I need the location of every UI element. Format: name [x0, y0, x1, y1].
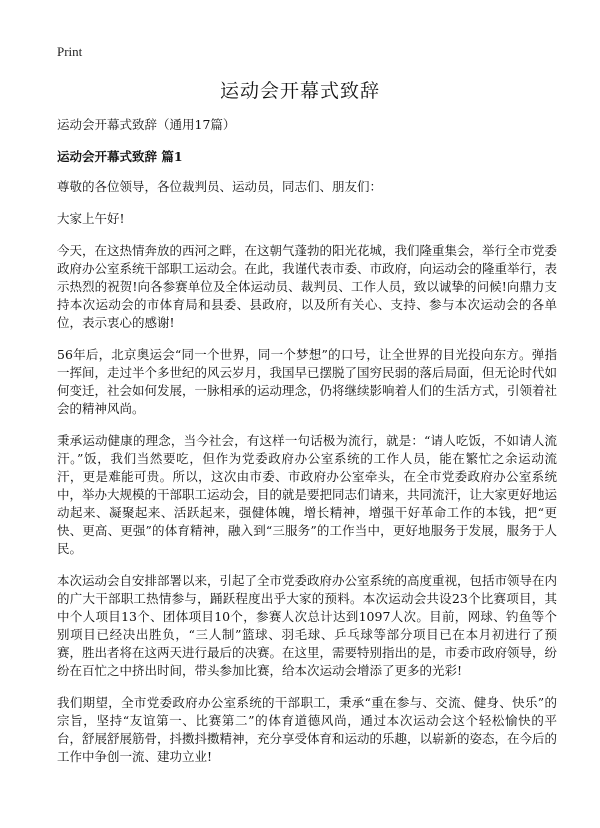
paragraph-olympics: 56年后，北京奥运会“同一个世界，同一个梦想”的口号，让全世界的目光投向东方。弹指一挥间，走过半个多世纪的风云岁月，我国早已摆脱了国穷民弱的落后局面，但无论时代如何变迁，社会如何发展，一脉相承的运动理念，仍将继续影响着人们的生活方式，引领着社会的精神风尚。: [57, 347, 558, 416]
page-title: 运动会开幕式致辞: [219, 80, 380, 102]
paragraph-opening: 今天，在这热情奔放的西河之畔，在这朝气蓬勃的阳光花城，我们隆重集会，举行全市党委政府办公室系统干部职工运动会。在此，我谨代表市委、市政府，向运动会的隆重举行，表示热烈的祝贺!向各参赛单位及全体运动员、裁判员、工作人员，致以诚挚的问候!向鼎力支持本次运动会的市体育局和县委、县政府，以及所有关心、支持、参与本次运动会的各单位，表示衷心的感谢!: [57, 243, 558, 330]
paragraph-event-details: 本次运动会自安排部署以来，引起了全市党委政府办公室系统的高度重视，包括市领导在内的广大干部职工热情参与，踊跃程度出乎大家的预料。本次运动会共设23个比赛项目，其中个人项目13个、团体项目10个，参赛人次总计达到1097人次。目前，网球、钓鱼等个别项目已经决出胜负，“三人制”篮球、羽毛球、乒乓球等部分项目已在本月初进行了预赛，胜出者将在这两天进行最后的决赛。在这里，需要特别指出的是，市委市政府领导，纷纷在百忙之中挤出时间，带头参加比赛，给本次运动会增添了更多的光彩!: [57, 573, 558, 678]
paragraph-salutation: 尊敬的各位领导，各位裁判员、运动员，同志们、朋友们：: [57, 179, 383, 194]
paragraph-health-concept: 秉承运动健康的理念，当今社会，有这样一句话极为流行，就是：“请人吃饭，不如请人流汗。”饭，我们当然要吃，但作为党委政府办公室系统的工作人员，能在繁忙之余运动流汗，更是难能可贵。所以，这次由市委、市政府办公室牵头，在全市党委政府办公室系统中，举办大规模的干部职工运动会，目的就是要把同志们请来，共同流汗，让大家更好地运动起来、凝聚起来、活跃起来，强健体魄，增长精神，增强干好革命工作的本钱，把“更快、更高、更强”的体育精神，融入到“三服务”的工作当中，更好地服务于发展，服务于人民。: [57, 433, 558, 556]
document-subtitle: 运动会开幕式致辞（通用17篇）: [57, 117, 236, 132]
article-heading: 运动会开幕式致辞 篇1: [57, 149, 183, 164]
print-link[interactable]: Print: [57, 44, 83, 59]
paragraph-expectation: 我们期望，全市党委政府办公室系统的干部职工，秉承“重在参与、交流、健身、快乐”的宗旨，坚持“友谊第一、比赛第二”的体育道德风尚，通过本次运动会这个轻松愉快的平台，舒展舒展筋骨，抖擞抖擞精神，充分享受体育和运动的乐趣，以崭新的姿态，在今后的工作中争创一流、建功立业!: [57, 695, 558, 764]
paragraph-greeting: 大家上午好!: [57, 211, 125, 226]
